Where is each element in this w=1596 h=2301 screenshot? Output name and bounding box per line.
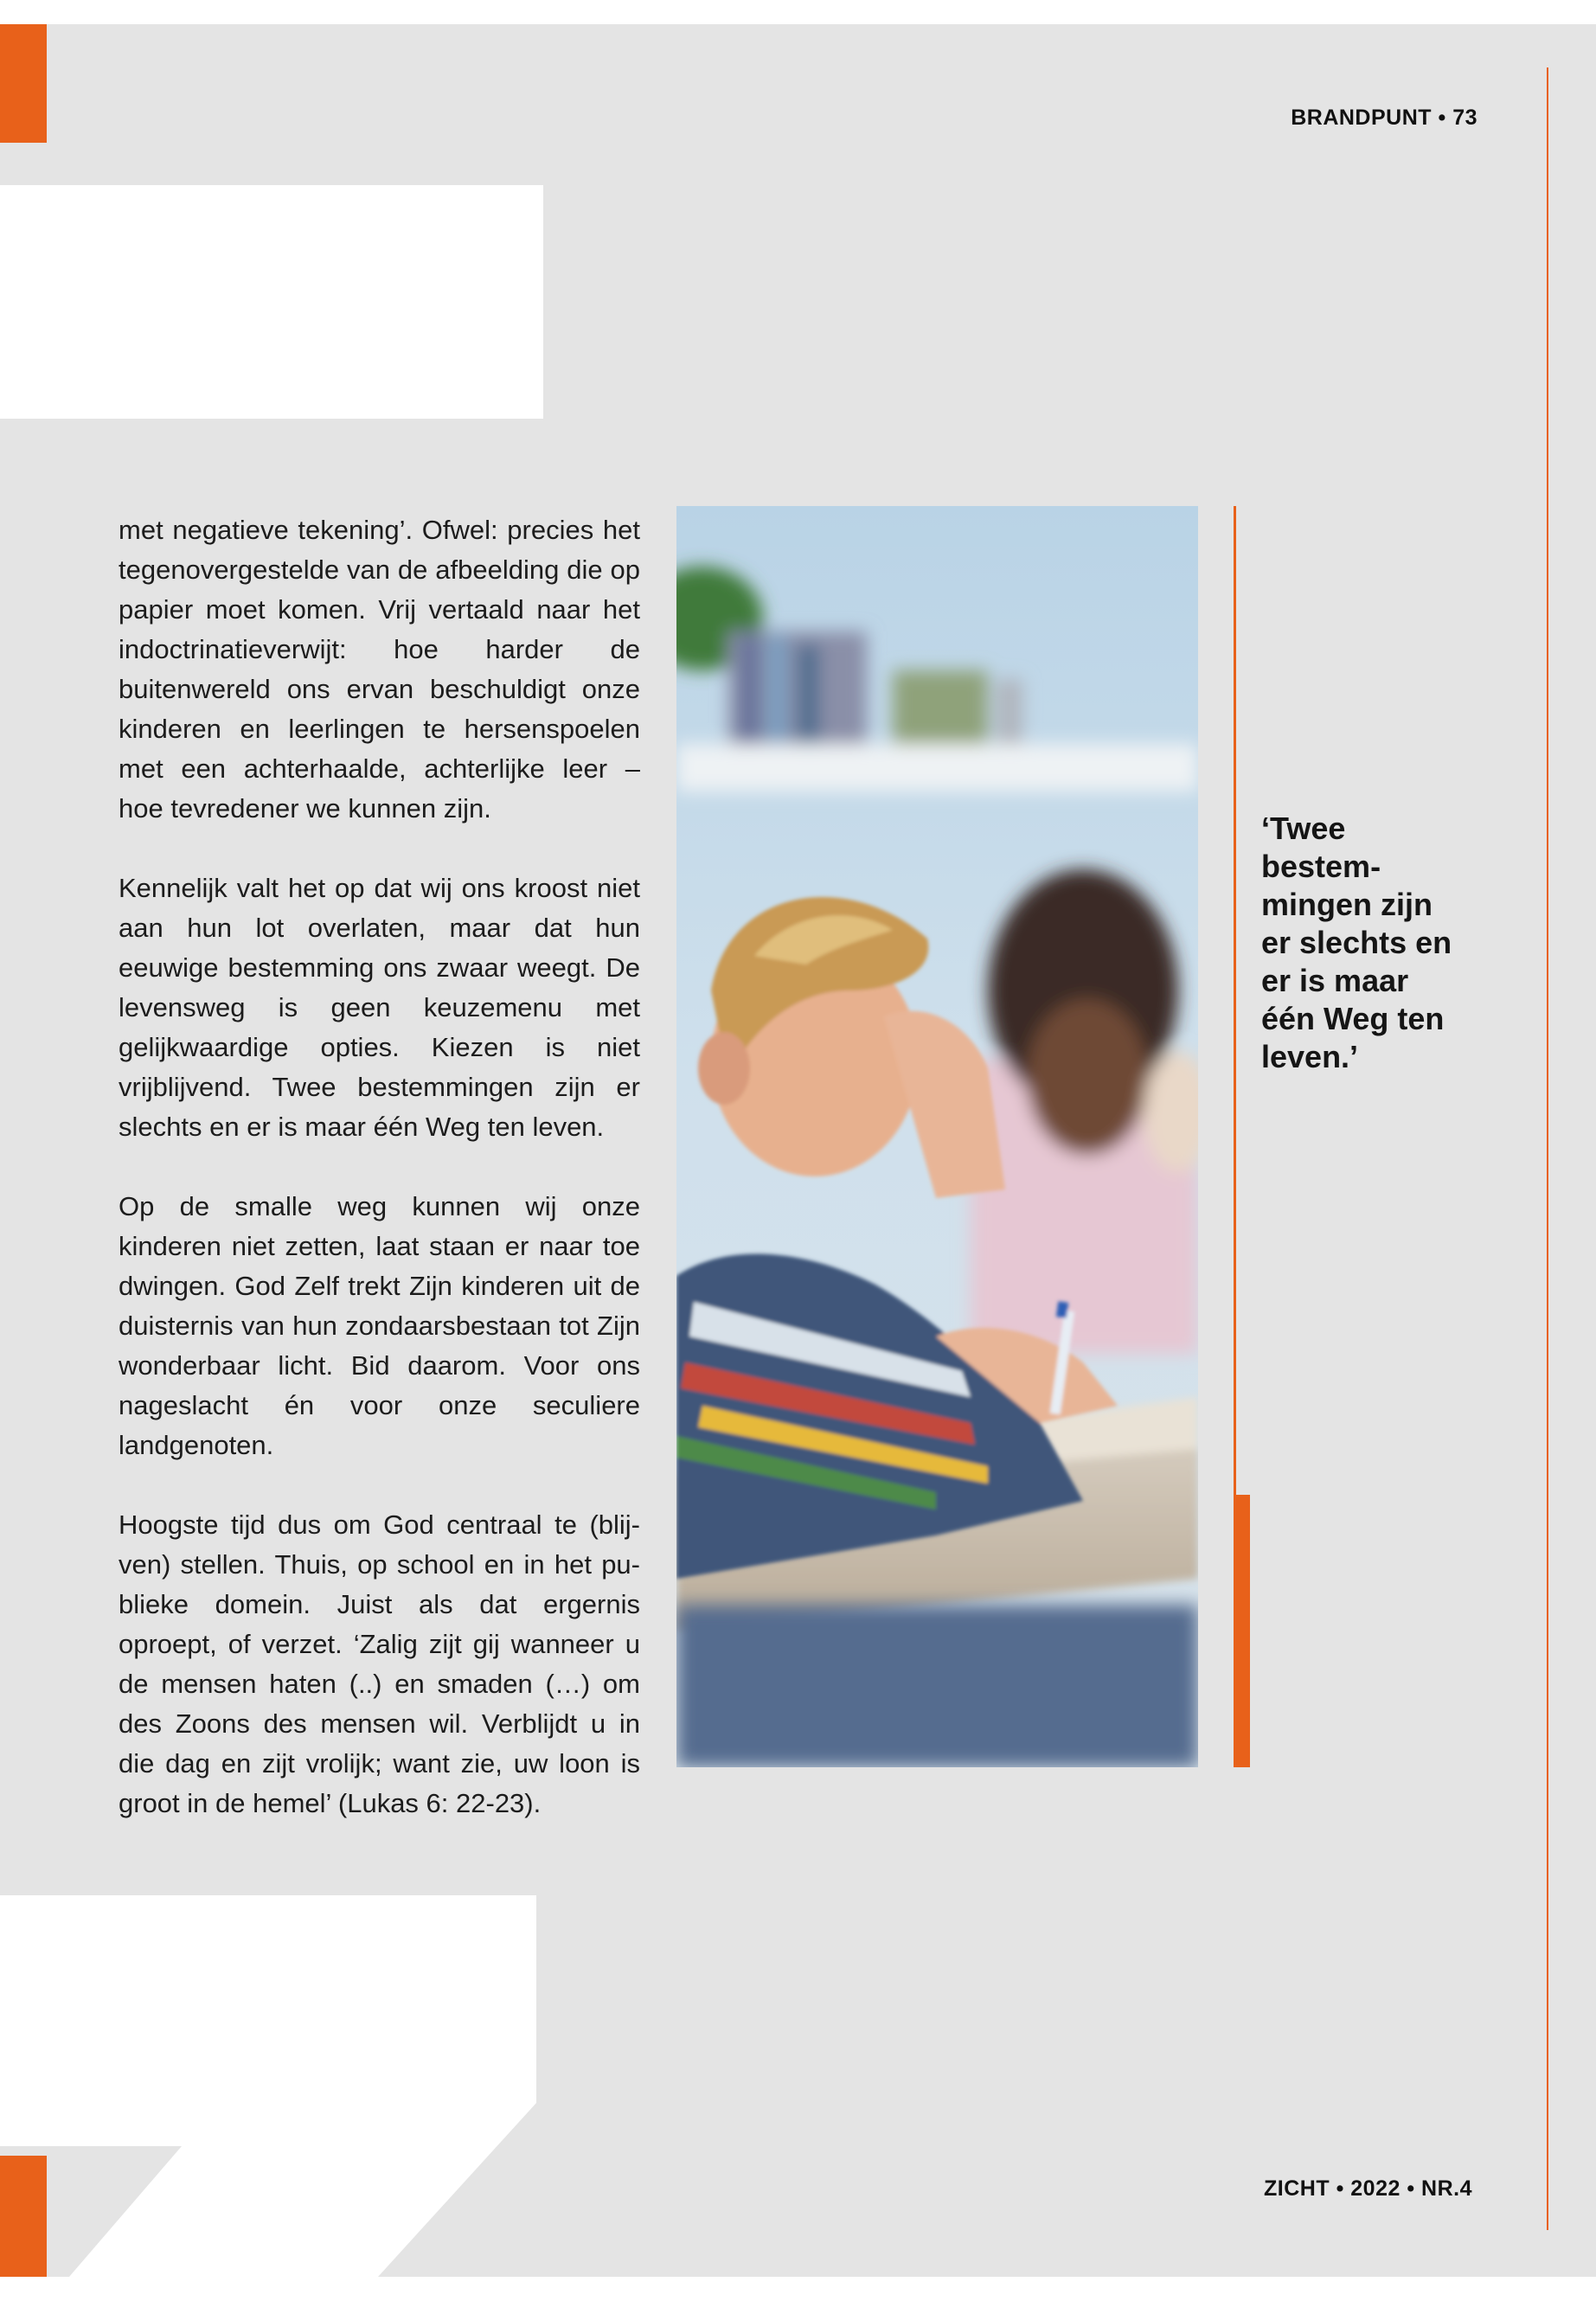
paragraph-2: Kennelijk valt het op dat wij ons kroost niet aan hun lot overlaten, maar dat hun eeuwige bestemming ons zwaar weegt. De levensweg is geen keuzemenu met gelijkwaardige opties. Kiezen is niet vrijblijvend. Twee bestemmingen zijn er slechts en er is maar één Weg ten leven.: [119, 873, 640, 1142]
paragraph-4: Hoogste tijd dus om God centraal te (blijven) stellen. Thuis, op school en in het publieke domein. Juist als dat ergernis oproept, of verzet. ‘Zalig zijt gij wanneer u de mensen haten (..) en smaden (…) om des Zoons des mensen wil. Verblijdt u in die dag en zijt vrolijk; want zie, uw loon is groot in de hemel’ (Lukas 6: 22-23).: [119, 1509, 640, 1818]
top-accent-tab: [0, 24, 47, 143]
running-head: BRANDPUNT • 73: [1291, 106, 1477, 130]
article-body: [119, 510, 640, 1863]
footer-folio: ZICHT • 2022 • NR.4: [1264, 2176, 1472, 2201]
paragraph-3: Op de smalle weg kunnen wij onze kinderen niet zetten, laat staan er naar toe dwingen. God Zelf trekt Zijn kinderen uit de duisternis van hun zondaarsbestaan tot Zijn wonderbaar licht. Bid daarom. Voor ons nageslacht én voor onze seculiere landgenoten.: [119, 1191, 640, 1460]
paragraph-1: met negatieve tekening’. Ofwel: precies het tegenovergestelde van de afbeelding die op papier moet komen. Vrij vertaald naar het indoctrinatieverwijt: hoe harder de buitenwereld ons ervan beschuldigt onze kinderen en leerlingen te hersenspoelen met een achterhaalde, achterlijke leer – hoe tevredener we kunnen zijn.: [119, 515, 640, 824]
classroom-photo: [676, 506, 1198, 1767]
pull-quote-rule-accent: [1234, 1495, 1250, 1767]
top-white-block: [0, 185, 543, 419]
bottom-decorative-shapes: [0, 1895, 1596, 2277]
magazine-page: [0, 24, 1596, 2277]
pull-quote: ‘Twee bestemmingen zijn er slechts en er is maar één Weg ten leven.’: [1261, 811, 1452, 1074]
right-margin-rule: [1547, 67, 1548, 2230]
bottom-accent-tab: [0, 2156, 47, 2277]
